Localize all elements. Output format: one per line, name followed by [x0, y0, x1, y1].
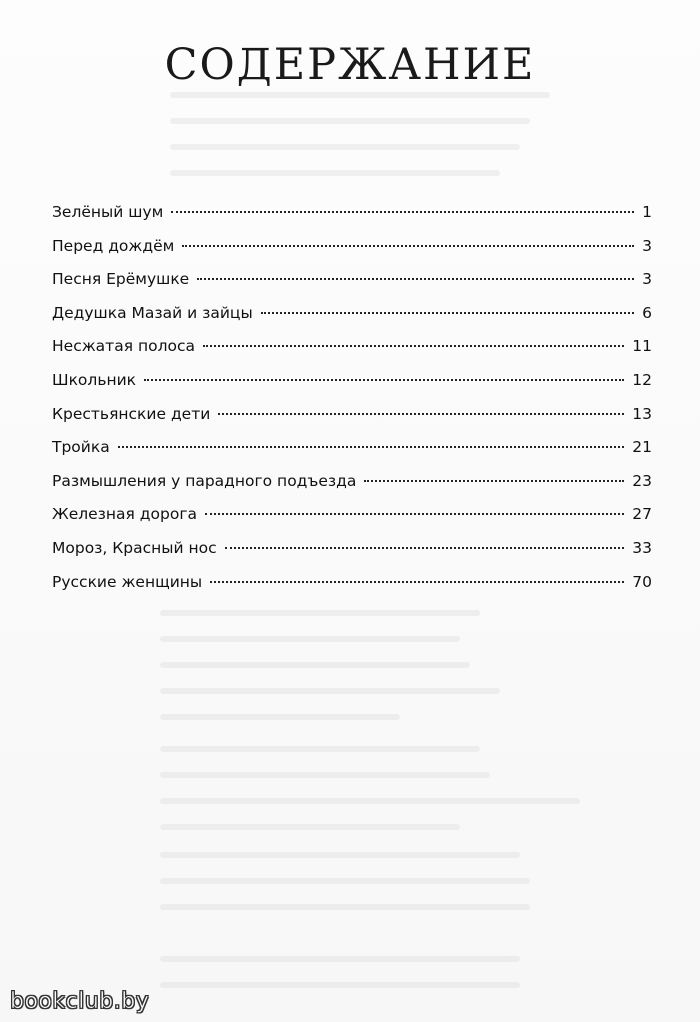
dot-leader [205, 513, 624, 515]
dot-leader [225, 547, 625, 549]
toc-entry-title: Крестьянские дети [52, 404, 211, 423]
toc-entry-title: Песня Ерёмушке [52, 270, 190, 289]
dot-leader [197, 278, 634, 280]
toc-entry [52, 431, 652, 465]
bleed-through-line [160, 714, 400, 720]
toc-entry [52, 330, 652, 364]
toc-entry [52, 498, 652, 532]
bleed-through-line [160, 982, 520, 988]
toc-entry-title: Размышления у парадного подъезда [52, 471, 357, 490]
bleed-through-line [160, 798, 580, 804]
watermark: bookclub.by [10, 989, 150, 1014]
toc-entry-page: 27 [632, 505, 652, 524]
bleed-through-line [160, 610, 480, 616]
dot-leader [210, 581, 624, 583]
bleed-through-line [160, 878, 530, 884]
toc-entry-page: 70 [632, 572, 652, 591]
bleed-through-line [160, 772, 490, 778]
toc-entry [52, 398, 652, 432]
bleed-through-line [160, 688, 500, 694]
toc-entry-page: 1 [642, 203, 652, 221]
bleed-through-line [160, 824, 460, 830]
toc-entry-title: Школьник [52, 370, 137, 389]
toc-entry [52, 297, 652, 331]
toc-entry-title: Тройка [52, 438, 110, 457]
bleed-through-line [160, 956, 520, 962]
toc-entry [52, 532, 652, 566]
toc-entry-title: Зелёный шум [52, 203, 164, 221]
toc-entry-page: 12 [632, 370, 652, 389]
dot-leader [364, 480, 624, 482]
toc-entry-title: Железная дорога [52, 505, 197, 524]
page-title: СОДЕРЖАНИЕ [164, 40, 536, 90]
table-of-contents [52, 196, 652, 599]
toc-entry-title: Русские женщины [52, 572, 203, 591]
dot-leader [218, 413, 624, 415]
bleed-through-line [160, 636, 460, 642]
toc-entry-page: 6 [642, 303, 652, 322]
toc-entry-title: Перед дождём [52, 236, 175, 255]
dot-leader [118, 446, 625, 448]
toc-entry [52, 263, 652, 297]
dot-leader [261, 312, 634, 314]
bleed-through-line [170, 118, 530, 124]
bleed-through-line [160, 746, 480, 752]
bleed-through-line [170, 92, 550, 98]
bleed-through-line [160, 662, 470, 668]
bleed-through-line [160, 852, 520, 858]
toc-entry-page: 11 [632, 337, 652, 356]
toc-entry-page: 3 [642, 236, 652, 255]
toc-entry-title: Дедушка Мазай и зайцы [52, 303, 253, 322]
dot-leader [203, 345, 624, 347]
toc-entry-title: Мороз, Красный нос [52, 538, 217, 557]
toc-entry-title: Несжатая полоса [52, 337, 195, 356]
bleed-through-line [170, 170, 500, 176]
bleed-through-line [170, 144, 520, 150]
toc-entry [52, 364, 652, 398]
toc-entry-page: 13 [632, 404, 652, 423]
toc-entry [52, 566, 652, 600]
bleed-through-line [160, 904, 530, 910]
toc-entry [52, 465, 652, 499]
toc-entry [52, 196, 652, 230]
toc-entry-page: 21 [632, 438, 652, 457]
dot-leader [144, 379, 624, 381]
toc-entry [52, 230, 652, 264]
toc-entry-page: 23 [632, 471, 652, 490]
dot-leader [171, 211, 634, 213]
toc-entry-page: 33 [632, 538, 652, 557]
toc-entry-page: 3 [642, 270, 652, 289]
dot-leader [182, 245, 634, 247]
